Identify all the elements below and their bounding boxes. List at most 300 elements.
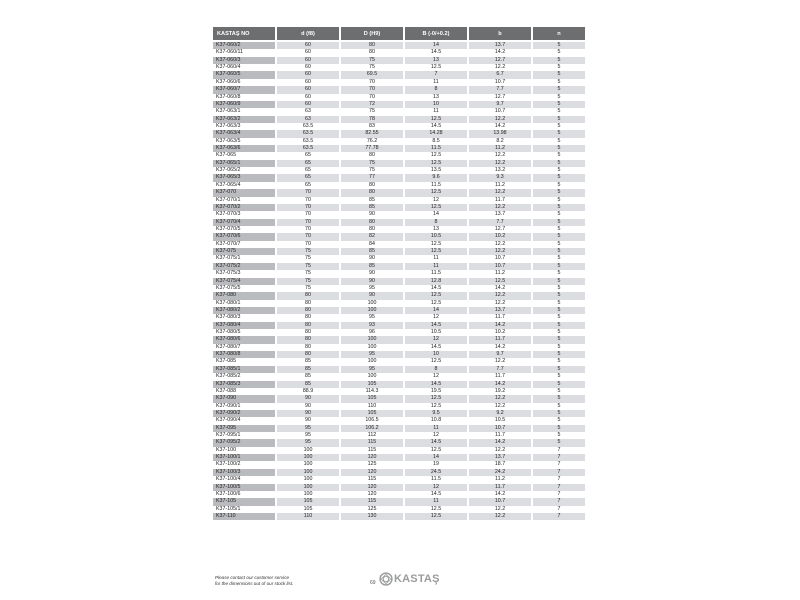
table-row bbox=[213, 425, 585, 432]
cell-B: 12 bbox=[405, 432, 467, 439]
cell-kastas-no: K37-060/2 bbox=[213, 42, 275, 49]
cell-B: 11 bbox=[405, 79, 467, 86]
cell-d: 75 bbox=[277, 248, 339, 255]
cell-b: 9.7 bbox=[469, 351, 531, 358]
table-row bbox=[213, 469, 585, 476]
cell-D: 115 bbox=[341, 447, 403, 454]
cell-n: 5 bbox=[533, 270, 585, 277]
cell-D: 80 bbox=[341, 152, 403, 159]
cell-n: 5 bbox=[533, 255, 585, 262]
header-d: d (f8) bbox=[277, 27, 339, 40]
table-row bbox=[213, 241, 585, 248]
cell-d: 80 bbox=[277, 314, 339, 321]
cell-n: 5 bbox=[533, 381, 585, 388]
table-row bbox=[213, 358, 585, 365]
table-row bbox=[213, 182, 585, 189]
table-row bbox=[213, 101, 585, 108]
cell-D: 70 bbox=[341, 94, 403, 101]
cell-kastas-no: K37-100 bbox=[213, 447, 275, 454]
cell-b: 10.7 bbox=[469, 108, 531, 115]
cell-b: 12.2 bbox=[469, 403, 531, 410]
cell-D: 80 bbox=[341, 182, 403, 189]
cell-kastas-no: K37-100/6 bbox=[213, 491, 275, 498]
cell-D: 75 bbox=[341, 57, 403, 64]
cell-D: 72 bbox=[341, 101, 403, 108]
product-dimensions-table bbox=[211, 27, 587, 520]
cell-n: 5 bbox=[533, 300, 585, 307]
table-row bbox=[213, 226, 585, 233]
cell-b: 10.7 bbox=[469, 425, 531, 432]
cell-kastas-no: K37-063/6 bbox=[213, 145, 275, 152]
cell-B: 12.5 bbox=[405, 395, 467, 402]
table-row bbox=[213, 322, 585, 329]
table-row bbox=[213, 285, 585, 292]
cell-kastas-no: K37-100/3 bbox=[213, 469, 275, 476]
cell-b: 12.2 bbox=[469, 241, 531, 248]
cell-D: 110 bbox=[341, 403, 403, 410]
cell-d: 100 bbox=[277, 461, 339, 468]
cell-n: 5 bbox=[533, 373, 585, 380]
cell-b: 9.7 bbox=[469, 101, 531, 108]
cell-D: 90 bbox=[341, 211, 403, 218]
cell-d: 95 bbox=[277, 425, 339, 432]
cell-B: 11 bbox=[405, 255, 467, 262]
cell-B: 12 bbox=[405, 197, 467, 204]
cell-b: 12.2 bbox=[469, 160, 531, 167]
cell-kastas-no: K37-085/2 bbox=[213, 373, 275, 380]
cell-B: 8 bbox=[405, 366, 467, 373]
cell-d: 80 bbox=[277, 300, 339, 307]
cell-B: 11.5 bbox=[405, 182, 467, 189]
cell-n: 5 bbox=[533, 248, 585, 255]
cell-b: 14.2 bbox=[469, 381, 531, 388]
cell-d: 100 bbox=[277, 469, 339, 476]
cell-d: 63.5 bbox=[277, 145, 339, 152]
header-kastas-no: KASTAŞ NO bbox=[213, 27, 275, 40]
cell-D: 115 bbox=[341, 498, 403, 505]
cell-n: 5 bbox=[533, 410, 585, 417]
cell-kastas-no: K37-075/5 bbox=[213, 285, 275, 292]
cell-d: 100 bbox=[277, 476, 339, 483]
table-row bbox=[213, 71, 585, 78]
cell-n: 5 bbox=[533, 64, 585, 71]
cell-B: 12 bbox=[405, 314, 467, 321]
cell-b: 9.3 bbox=[469, 174, 531, 181]
cell-kastas-no: K37-063/5 bbox=[213, 138, 275, 145]
cell-D: 112 bbox=[341, 432, 403, 439]
cell-d: 70 bbox=[277, 189, 339, 196]
cell-n: 5 bbox=[533, 388, 585, 395]
cell-d: 75 bbox=[277, 278, 339, 285]
cell-kastas-no: K37-090/4 bbox=[213, 417, 275, 424]
table-row bbox=[213, 64, 585, 71]
cell-d: 70 bbox=[277, 197, 339, 204]
cell-D: 83 bbox=[341, 123, 403, 130]
cell-kastas-no: K37-080/6 bbox=[213, 336, 275, 343]
cell-B: 14 bbox=[405, 42, 467, 49]
cell-b: 11.7 bbox=[469, 314, 531, 321]
cell-D: 90 bbox=[341, 270, 403, 277]
cell-b: 12.7 bbox=[469, 57, 531, 64]
cell-B: 12.5 bbox=[405, 248, 467, 255]
cell-n: 5 bbox=[533, 292, 585, 299]
cell-b: 11.7 bbox=[469, 432, 531, 439]
cell-B: 13 bbox=[405, 94, 467, 101]
cell-n: 5 bbox=[533, 189, 585, 196]
cell-n: 5 bbox=[533, 241, 585, 248]
cell-D: 114.3 bbox=[341, 388, 403, 395]
cell-d: 105 bbox=[277, 498, 339, 505]
cell-B: 12.5 bbox=[405, 358, 467, 365]
table-row bbox=[213, 255, 585, 262]
cell-n: 5 bbox=[533, 123, 585, 130]
table-row bbox=[213, 145, 585, 152]
cell-kastas-no: K37-070 bbox=[213, 189, 275, 196]
cell-d: 63.5 bbox=[277, 130, 339, 137]
cell-kastas-no: K37-090/1 bbox=[213, 403, 275, 410]
cell-D: 82 bbox=[341, 233, 403, 240]
cell-n: 7 bbox=[533, 491, 585, 498]
cell-b: 10.7 bbox=[469, 498, 531, 505]
table-row bbox=[213, 403, 585, 410]
cell-n: 5 bbox=[533, 174, 585, 181]
cell-n: 5 bbox=[533, 79, 585, 86]
page-number: 69 bbox=[370, 580, 376, 586]
cell-b: 12.5 bbox=[469, 278, 531, 285]
cell-D: 80 bbox=[341, 226, 403, 233]
cell-B: 11.5 bbox=[405, 145, 467, 152]
cell-D: 80 bbox=[341, 219, 403, 226]
cell-n: 5 bbox=[533, 197, 585, 204]
table-row bbox=[213, 270, 585, 277]
cell-B: 11 bbox=[405, 263, 467, 270]
cell-kastas-no: K37-080/7 bbox=[213, 344, 275, 351]
cell-n: 5 bbox=[533, 417, 585, 424]
cell-D: 96 bbox=[341, 329, 403, 336]
cell-kastas-no: K37-060/4 bbox=[213, 64, 275, 71]
table-row bbox=[213, 417, 585, 424]
cell-D: 90 bbox=[341, 255, 403, 262]
cell-kastas-no: K37-065/3 bbox=[213, 174, 275, 181]
cell-B: 9.5 bbox=[405, 410, 467, 417]
cell-kastas-no: K37-060/7 bbox=[213, 86, 275, 93]
cell-n: 5 bbox=[533, 152, 585, 159]
cell-n: 5 bbox=[533, 49, 585, 56]
cell-D: 85 bbox=[341, 248, 403, 255]
cell-D: 75 bbox=[341, 160, 403, 167]
cell-B: 13 bbox=[405, 226, 467, 233]
cell-D: 115 bbox=[341, 476, 403, 483]
cell-B: 13.5 bbox=[405, 167, 467, 174]
cell-kastas-no: K37-090 bbox=[213, 395, 275, 402]
cell-kastas-no: K37-110 bbox=[213, 513, 275, 520]
cell-kastas-no: K37-063/4 bbox=[213, 130, 275, 137]
cell-D: 84 bbox=[341, 241, 403, 248]
table-row bbox=[213, 447, 585, 454]
cell-B: 12.5 bbox=[405, 300, 467, 307]
cell-d: 80 bbox=[277, 351, 339, 358]
cell-b: 10.7 bbox=[469, 79, 531, 86]
table-row bbox=[213, 476, 585, 483]
table-row bbox=[213, 432, 585, 439]
cell-b: 10.7 bbox=[469, 255, 531, 262]
cell-B: 14 bbox=[405, 454, 467, 461]
cell-d: 85 bbox=[277, 366, 339, 373]
cell-D: 125 bbox=[341, 461, 403, 468]
cell-kastas-no: K37-070/3 bbox=[213, 211, 275, 218]
cell-B: 14.5 bbox=[405, 381, 467, 388]
table-row bbox=[213, 49, 585, 56]
cell-kastas-no: K37-075/4 bbox=[213, 278, 275, 285]
cell-D: 120 bbox=[341, 454, 403, 461]
cell-n: 5 bbox=[533, 138, 585, 145]
cell-n: 7 bbox=[533, 513, 585, 520]
cell-D: 100 bbox=[341, 336, 403, 343]
cell-B: 19.5 bbox=[405, 388, 467, 395]
cell-n: 5 bbox=[533, 263, 585, 270]
table-row bbox=[213, 491, 585, 498]
table-row bbox=[213, 381, 585, 388]
cell-kastas-no: K37-075/3 bbox=[213, 270, 275, 277]
cell-b: 12.2 bbox=[469, 358, 531, 365]
cell-kastas-no: K37-085/1 bbox=[213, 366, 275, 373]
cell-B: 12.5 bbox=[405, 64, 467, 71]
cell-b: 12.2 bbox=[469, 204, 531, 211]
table-row bbox=[213, 160, 585, 167]
cell-b: 11.7 bbox=[469, 373, 531, 380]
cell-n: 5 bbox=[533, 116, 585, 123]
cell-D: 90 bbox=[341, 292, 403, 299]
cell-kastas-no: K37-090/2 bbox=[213, 410, 275, 417]
cell-n: 7 bbox=[533, 461, 585, 468]
cell-n: 5 bbox=[533, 86, 585, 93]
cell-b: 14.2 bbox=[469, 123, 531, 130]
cell-D: 106.5 bbox=[341, 417, 403, 424]
cell-b: 14.2 bbox=[469, 344, 531, 351]
footer-note bbox=[215, 575, 293, 587]
cell-d: 65 bbox=[277, 174, 339, 181]
table-row bbox=[213, 108, 585, 115]
cell-kastas-no: K37-080/5 bbox=[213, 329, 275, 336]
table-row bbox=[213, 278, 585, 285]
table-row bbox=[213, 506, 585, 513]
cell-d: 95 bbox=[277, 432, 339, 439]
cell-n: 5 bbox=[533, 94, 585, 101]
cell-d: 75 bbox=[277, 263, 339, 270]
cell-B: 14 bbox=[405, 307, 467, 314]
cell-n: 7 bbox=[533, 498, 585, 505]
cell-B: 19 bbox=[405, 461, 467, 468]
cell-d: 85 bbox=[277, 381, 339, 388]
cell-d: 105 bbox=[277, 506, 339, 513]
table-row bbox=[213, 130, 585, 137]
cell-D: 80 bbox=[341, 49, 403, 56]
cell-n: 5 bbox=[533, 432, 585, 439]
table-row bbox=[213, 513, 585, 520]
cell-b: 13.7 bbox=[469, 42, 531, 49]
cell-b: 14.2 bbox=[469, 322, 531, 329]
cell-n: 5 bbox=[533, 42, 585, 49]
cell-D: 82.55 bbox=[341, 130, 403, 137]
cell-d: 80 bbox=[277, 344, 339, 351]
cell-kastas-no: K37-088 bbox=[213, 388, 275, 395]
cell-b: 11.2 bbox=[469, 476, 531, 483]
kastas-logo-icon bbox=[379, 572, 393, 586]
cell-kastas-no: K37-065/2 bbox=[213, 167, 275, 174]
cell-n: 5 bbox=[533, 167, 585, 174]
cell-D: 78 bbox=[341, 116, 403, 123]
cell-kastas-no: K37-105/1 bbox=[213, 506, 275, 513]
cell-b: 13.7 bbox=[469, 454, 531, 461]
cell-d: 100 bbox=[277, 454, 339, 461]
cell-b: 10.2 bbox=[469, 329, 531, 336]
cell-B: 12 bbox=[405, 336, 467, 343]
cell-D: 100 bbox=[341, 373, 403, 380]
cell-n: 5 bbox=[533, 439, 585, 446]
cell-kastas-no: K37-105 bbox=[213, 498, 275, 505]
cell-B: 24.5 bbox=[405, 469, 467, 476]
cell-d: 80 bbox=[277, 292, 339, 299]
cell-b: 11.7 bbox=[469, 484, 531, 491]
cell-D: 106.2 bbox=[341, 425, 403, 432]
table-row bbox=[213, 116, 585, 123]
cell-kastas-no: K37-070/5 bbox=[213, 226, 275, 233]
cell-B: 14 bbox=[405, 211, 467, 218]
cell-b: 11.2 bbox=[469, 182, 531, 189]
cell-n: 5 bbox=[533, 101, 585, 108]
cell-D: 130 bbox=[341, 513, 403, 520]
cell-b: 13.7 bbox=[469, 307, 531, 314]
cell-d: 80 bbox=[277, 336, 339, 343]
cell-kastas-no: K37-070/4 bbox=[213, 219, 275, 226]
header-n: n bbox=[533, 27, 585, 40]
cell-B: 12.5 bbox=[405, 241, 467, 248]
cell-b: 10.2 bbox=[469, 233, 531, 240]
cell-kastas-no: K37-100/1 bbox=[213, 454, 275, 461]
cell-kastas-no: K37-080/3 bbox=[213, 314, 275, 321]
cell-D: 95 bbox=[341, 314, 403, 321]
table-row bbox=[213, 292, 585, 299]
cell-kastas-no: K37-060/9 bbox=[213, 101, 275, 108]
cell-d: 90 bbox=[277, 417, 339, 424]
cell-b: 10.7 bbox=[469, 263, 531, 270]
table-row bbox=[213, 336, 585, 343]
cell-d: 70 bbox=[277, 226, 339, 233]
table-row bbox=[213, 211, 585, 218]
cell-d: 110 bbox=[277, 513, 339, 520]
cell-kastas-no: K37-060/3 bbox=[213, 57, 275, 64]
cell-B: 8 bbox=[405, 219, 467, 226]
cell-b: 10.5 bbox=[469, 417, 531, 424]
table-row bbox=[213, 204, 585, 211]
cell-b: 8.2 bbox=[469, 138, 531, 145]
table-row bbox=[213, 344, 585, 351]
cell-n: 5 bbox=[533, 57, 585, 64]
cell-d: 95 bbox=[277, 439, 339, 446]
table-row bbox=[213, 197, 585, 204]
table-row bbox=[213, 439, 585, 446]
cell-kastas-no: K37-070/6 bbox=[213, 233, 275, 240]
cell-n: 5 bbox=[533, 278, 585, 285]
cell-d: 70 bbox=[277, 211, 339, 218]
cell-kastas-no: K37-100/2 bbox=[213, 461, 275, 468]
table-row bbox=[213, 454, 585, 461]
cell-b: 14.2 bbox=[469, 439, 531, 446]
cell-b: 9.2 bbox=[469, 410, 531, 417]
cell-n: 5 bbox=[533, 130, 585, 137]
cell-kastas-no: K37-080/8 bbox=[213, 351, 275, 358]
cell-n: 5 bbox=[533, 160, 585, 167]
cell-B: 11 bbox=[405, 498, 467, 505]
table-row bbox=[213, 189, 585, 196]
cell-D: 85 bbox=[341, 263, 403, 270]
cell-n: 7 bbox=[533, 484, 585, 491]
cell-n: 5 bbox=[533, 226, 585, 233]
table-row bbox=[213, 366, 585, 373]
logo-text: KASTAŞ bbox=[394, 573, 440, 585]
kastas-logo bbox=[379, 572, 440, 586]
cell-b: 7.7 bbox=[469, 86, 531, 93]
cell-b: 11.2 bbox=[469, 145, 531, 152]
table-row bbox=[213, 123, 585, 130]
cell-D: 120 bbox=[341, 484, 403, 491]
cell-B: 11 bbox=[405, 425, 467, 432]
cell-kastas-no: K37-060/11 bbox=[213, 49, 275, 56]
cell-n: 5 bbox=[533, 182, 585, 189]
cell-D: 85 bbox=[341, 197, 403, 204]
footer-note-line1: Please contact our customer service bbox=[215, 575, 290, 580]
cell-B: 10 bbox=[405, 101, 467, 108]
table-row bbox=[213, 461, 585, 468]
cell-B: 8.5 bbox=[405, 138, 467, 145]
cell-d: 63.5 bbox=[277, 138, 339, 145]
cell-b: 12.2 bbox=[469, 152, 531, 159]
cell-kastas-no: K37-080/2 bbox=[213, 307, 275, 314]
cell-B: 14.28 bbox=[405, 130, 467, 137]
cell-b: 11.7 bbox=[469, 336, 531, 343]
cell-D: 115 bbox=[341, 439, 403, 446]
cell-D: 69.5 bbox=[341, 71, 403, 78]
cell-n: 5 bbox=[533, 358, 585, 365]
cell-B: 12.5 bbox=[405, 506, 467, 513]
cell-B: 8 bbox=[405, 86, 467, 93]
cell-n: 5 bbox=[533, 219, 585, 226]
cell-d: 63 bbox=[277, 108, 339, 115]
cell-d: 75 bbox=[277, 285, 339, 292]
cell-kastas-no: K37-060/5 bbox=[213, 71, 275, 78]
cell-n: 5 bbox=[533, 108, 585, 115]
cell-D: 120 bbox=[341, 491, 403, 498]
cell-n: 5 bbox=[533, 344, 585, 351]
cell-B: 9.6 bbox=[405, 174, 467, 181]
cell-b: 7.7 bbox=[469, 219, 531, 226]
footer-note-line2: for the dimensions out of our stock list. bbox=[215, 581, 294, 586]
cell-kastas-no: K37-063/3 bbox=[213, 123, 275, 130]
cell-kastas-no: K37-100/5 bbox=[213, 484, 275, 491]
cell-B: 12.5 bbox=[405, 204, 467, 211]
cell-kastas-no: K37-070/7 bbox=[213, 241, 275, 248]
table-row bbox=[213, 86, 585, 93]
cell-b: 24.2 bbox=[469, 469, 531, 476]
header-b: b bbox=[469, 27, 531, 40]
cell-B: 10.5 bbox=[405, 233, 467, 240]
cell-B: 14.5 bbox=[405, 123, 467, 130]
cell-d: 70 bbox=[277, 204, 339, 211]
cell-n: 5 bbox=[533, 204, 585, 211]
cell-n: 5 bbox=[533, 351, 585, 358]
cell-d: 60 bbox=[277, 86, 339, 93]
cell-d: 65 bbox=[277, 160, 339, 167]
